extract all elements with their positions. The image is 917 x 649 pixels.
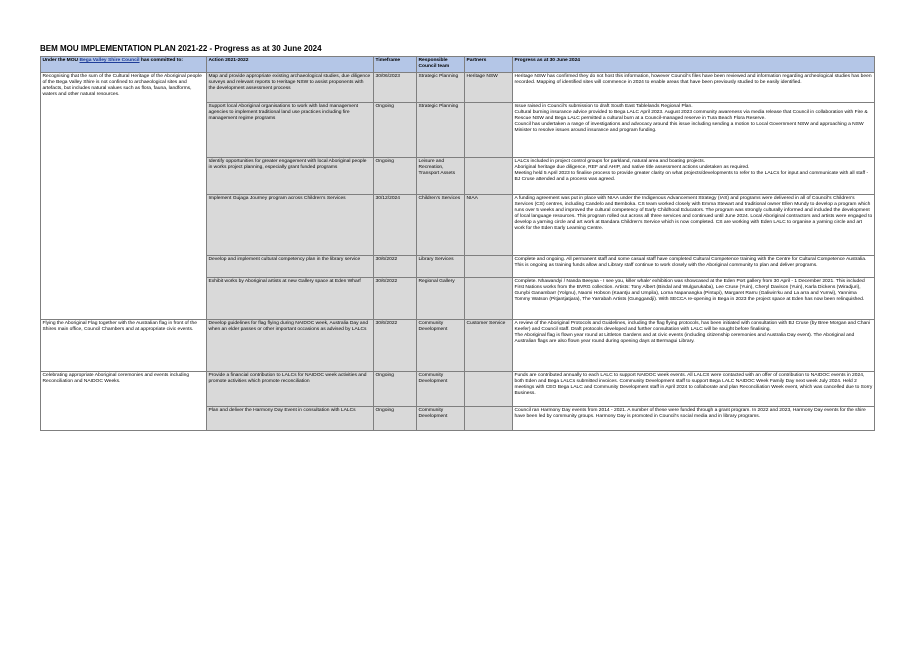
header-partners: Partners bbox=[465, 57, 513, 73]
commitment-cell: Celebrating appropriate Aboriginal ceremonies and events including Reconciliation and NAIDOC Weeks. bbox=[41, 372, 207, 431]
progress-cell bbox=[513, 195, 875, 256]
partners-cell: Heritage NSW bbox=[465, 73, 513, 103]
header-commitment bbox=[41, 57, 207, 73]
progress-cell bbox=[513, 372, 875, 407]
timeframe-cell: 30/6/2022 bbox=[374, 320, 417, 372]
progress-paragraph: The Aboriginal flag is flown year round at Littleton Gardens and at civic events (including citizenship ceremonies and Australia Day event). The Aboriginal and Australian flags are also flown year round during opening days at Bermagui Library. bbox=[514, 332, 855, 344]
progress-paragraph: Council ran Harmony Day events from 2014 - 2021. A number of these were funded through a grant program. In 2022 and 2023, Harmony Day events for the shire have been led by community groups. Harmony Day is promoted in Council's social media and in library programs. bbox=[514, 408, 866, 419]
partners-cell bbox=[465, 372, 513, 407]
progress-cell bbox=[513, 256, 875, 278]
council-link[interactable]: Bega Valley Shire Council bbox=[79, 58, 140, 63]
header-timeframe: Timeframe bbox=[374, 57, 417, 73]
progress-paragraph: LALCs included in project control groups for parkland, natural area and boating projects. bbox=[514, 159, 706, 164]
partners-cell bbox=[465, 158, 513, 195]
progress-paragraph: Heritage NSW has confirmed they do not host this information, however Council's files have been reviewed and information regarding archeological studies has been recorded. Mapping of identified sites will commence in 2024 to enable areas that have been previously studied to be easily identified. bbox=[514, 74, 872, 85]
header-commitment-prefix: Under the MOU bbox=[42, 58, 80, 63]
responsible-cell: Regional Gallery bbox=[417, 278, 465, 320]
progress-cell bbox=[513, 73, 875, 103]
progress-paragraph: Aboriginal heritage due diligence, REF and AHIP, and native title assessment actions undetaken as required. bbox=[514, 164, 750, 170]
timeframe-cell: Ongoing bbox=[374, 103, 417, 158]
progress-cell bbox=[513, 407, 875, 431]
header-responsible: Responsible Council team bbox=[417, 57, 465, 73]
timeframe-cell: 30/12/2024 bbox=[374, 195, 417, 256]
action-cell: Develop and implement cultural competency plan in the library service bbox=[207, 256, 374, 278]
timeframe-cell: 30/06/2023 bbox=[374, 73, 417, 103]
action-cell: Plan and deliver the Harmony Day Event in consultation with LALCs bbox=[207, 407, 374, 431]
action-cell: Map and provide appropriate existing archaeological studies, due diligence surveys and relevant reports to Heritage NSW to assist proponents with the development assessment process bbox=[207, 73, 374, 103]
implementation-plan-table bbox=[40, 56, 875, 431]
table-row bbox=[41, 73, 875, 103]
partners-cell bbox=[465, 256, 513, 278]
action-cell: Provide a financial contribution to LALCs for NAIDOC week activities and promote activities which promote reconciliation bbox=[207, 372, 374, 407]
table-body bbox=[41, 73, 875, 431]
commitment-cell: Flying the Aboriginal Flag together with the Australian flag in front of the Shires main office, Council Chambers and at appropriate civic events. bbox=[41, 320, 207, 372]
progress-cell bbox=[513, 103, 875, 158]
table-row bbox=[41, 320, 875, 372]
progress-paragraph: Complete. Nhawandyi / Nanda Beeyaa - I see you, killer whale' exhibition was showcased at the Eden Port gallery from 30 April - 1 December 2021. This included First Nations works from the BVRG collection. Artists: Tony Albert (Bindal and Wulgurukaba), Lee Cruse (Yuin), Cheryl Davison (Yuin), Karla Dickens (Wiradjuri), Gunybi Ganambarr (Yolgnu), Naomi Hobson (Kaantju and Umpila), Lorna Napanangka (Pintupi), Margaret Rarru (Galiwin'ku and La arra and Yurrwi), Yannima Tommy Watson (Pitjantjatjara), The Yarrabah Artists (Gunggandji). With SECCA re-opening in Bega in 2023 the project space at Eden has now been relinquished. bbox=[514, 279, 865, 302]
responsible-cell: Strategic Planning bbox=[417, 73, 465, 103]
partners-cell: Customer Service bbox=[465, 320, 513, 372]
responsible-cell: Community Development bbox=[417, 372, 465, 407]
progress-paragraph: Complete and ongoing. All permanent staff and some casual staff have completed Cultural Competence training with the Centre for Cultural Competence Australia. This is ongoing as training funds allow and Library staff continue to work closely with the Aboriginal community to plan and deliver programs. bbox=[514, 257, 867, 268]
action-cell: Implement Gujaga Journey program across Children's Services bbox=[207, 195, 374, 256]
document-title: BEM MOU IMPLEMENTATION PLAN 2021-22 - Progress as at 30 June 2024 bbox=[40, 44, 322, 53]
progress-paragraph: A funding agreement was put in place with NIAA under the Indigenous Advancement Strategy (IAS) and programs were delivered in all of Council's Children's Services (CS) centres, including Candelo and Bemboka. CS team worked closely with Emma Stewart and traditional owner Ellen Mundy to develop a program which runs over 5 weeks and improved the cultural competency of Early Childhood Educators. The program was strongly culturally informed and included the development of local language resources. This program rolled out across all three services and continued until June 2024. Local Aboriginal contractors and artists were engaged to develop a yarning circle and art work at Bandara Children's Service which is now completed. CS are working with Eden LALC to organise a yarning circle and art work for the Eden Early Learning Centre. bbox=[514, 196, 873, 231]
timeframe-cell: 30/6/2022 bbox=[374, 278, 417, 320]
action-cell: Support local Aboriginal organisations to work with land management agencies to implement traditional land use practices including fire management regime programs bbox=[207, 103, 374, 158]
header-progress: Progress as at 30 June 2024 bbox=[513, 57, 875, 73]
action-cell: Identify opportunities for greater engagement with local Aboriginal people in works project planning, especially grant funded programs bbox=[207, 158, 374, 195]
partners-cell bbox=[465, 407, 513, 431]
header-action: Action 2021-2022 bbox=[207, 57, 374, 73]
header-commitment-suffix: has committed to: bbox=[139, 58, 184, 63]
progress-paragraph: Funds are contributed annually to each LALC to support NAIDOC week events. All LALCS were contacted with an offer of contribution to NAIDOC events in 2024, both Eden and Bega LALCs submitted invoices. Community Development staff to support Bega LALC NAIDOC Week Family Day next week July 2024. Held 2 meetings with CEO Bega LALC and Community Development staff in April 2024 to collaborate and plan Reconciliation Week event, which was cancelled due to Sorry Business. bbox=[514, 373, 873, 396]
commitment-cell: Recognising that the sum of the Cultural Heritage of the Aboriginal people of the Bega Valley Shire is not confined to archaeological sites and artefacts, but includes natural values such as flora, fauna, landforms, waters and other natural resources. bbox=[41, 73, 207, 320]
progress-paragraph: A review of the Aboriginal Protocols and Guidelines, including the flag flying protocols, has been initiated with consultation with BJ Cruse (by Bree Morgan and Chani Keefer) and Council staff. Draft protocols developed and further consultation with LALC will be sought before finalising. bbox=[514, 321, 871, 332]
responsible-cell: Community Development bbox=[417, 320, 465, 372]
timeframe-cell: Ongoing bbox=[374, 407, 417, 431]
timeframe-cell: Ongoing bbox=[374, 158, 417, 195]
table-row bbox=[41, 372, 875, 407]
partners-cell bbox=[465, 103, 513, 158]
progress-cell bbox=[513, 158, 875, 195]
progress-paragraph: Issue raised in Council's submission to draft South East Tablelands Regional Plan. bbox=[514, 104, 693, 109]
responsible-cell: Leisure and Recreation, Transport Assets bbox=[417, 158, 465, 195]
partners-cell: NIAA bbox=[465, 195, 513, 256]
table-header-row bbox=[41, 57, 875, 73]
partners-cell bbox=[465, 278, 513, 320]
progress-cell bbox=[513, 320, 875, 372]
action-cell: Exhibit works by Aboriginal artists at new Gallery space at Eden Wharf bbox=[207, 278, 374, 320]
responsible-cell: Community Development bbox=[417, 407, 465, 431]
responsible-cell: Library Services bbox=[417, 256, 465, 278]
progress-paragraph: Council has undertaken a range of investigations and advocacy around this issue including sending a motion to Local Government NSW and approaching a NSW Minister to resolve issues around insurance and program funding. bbox=[514, 121, 864, 133]
responsible-cell: Children's Services bbox=[417, 195, 465, 256]
timeframe-cell: 30/6/2022 bbox=[374, 256, 417, 278]
progress-cell bbox=[513, 278, 875, 320]
progress-paragraph: Meeting held 5 April 2023 to finalise process to provide greater clarity on what projects/developments to refer to the LALCs for input and communicate with all staff - BJ Cruse attended and a process was agreed. bbox=[514, 170, 869, 182]
action-cell: Develop guidelines for flag flying during NAIDOC week, Australia Day and when an elder passes or other important occasions as advised by LALCs bbox=[207, 320, 374, 372]
progress-paragraph: Cultural burning insurance advice provided to Bega LALC April 2023. August 2023 community awareness via media release that Council in collaboration with Fire & Rescue NSW and Bega LALC permitted a cultural burn at a Council-managed reserve in Tura Beach Flora Reserve. bbox=[514, 109, 868, 121]
responsible-cell: Strategic Planning bbox=[417, 103, 465, 158]
timeframe-cell: Ongoing bbox=[374, 372, 417, 407]
